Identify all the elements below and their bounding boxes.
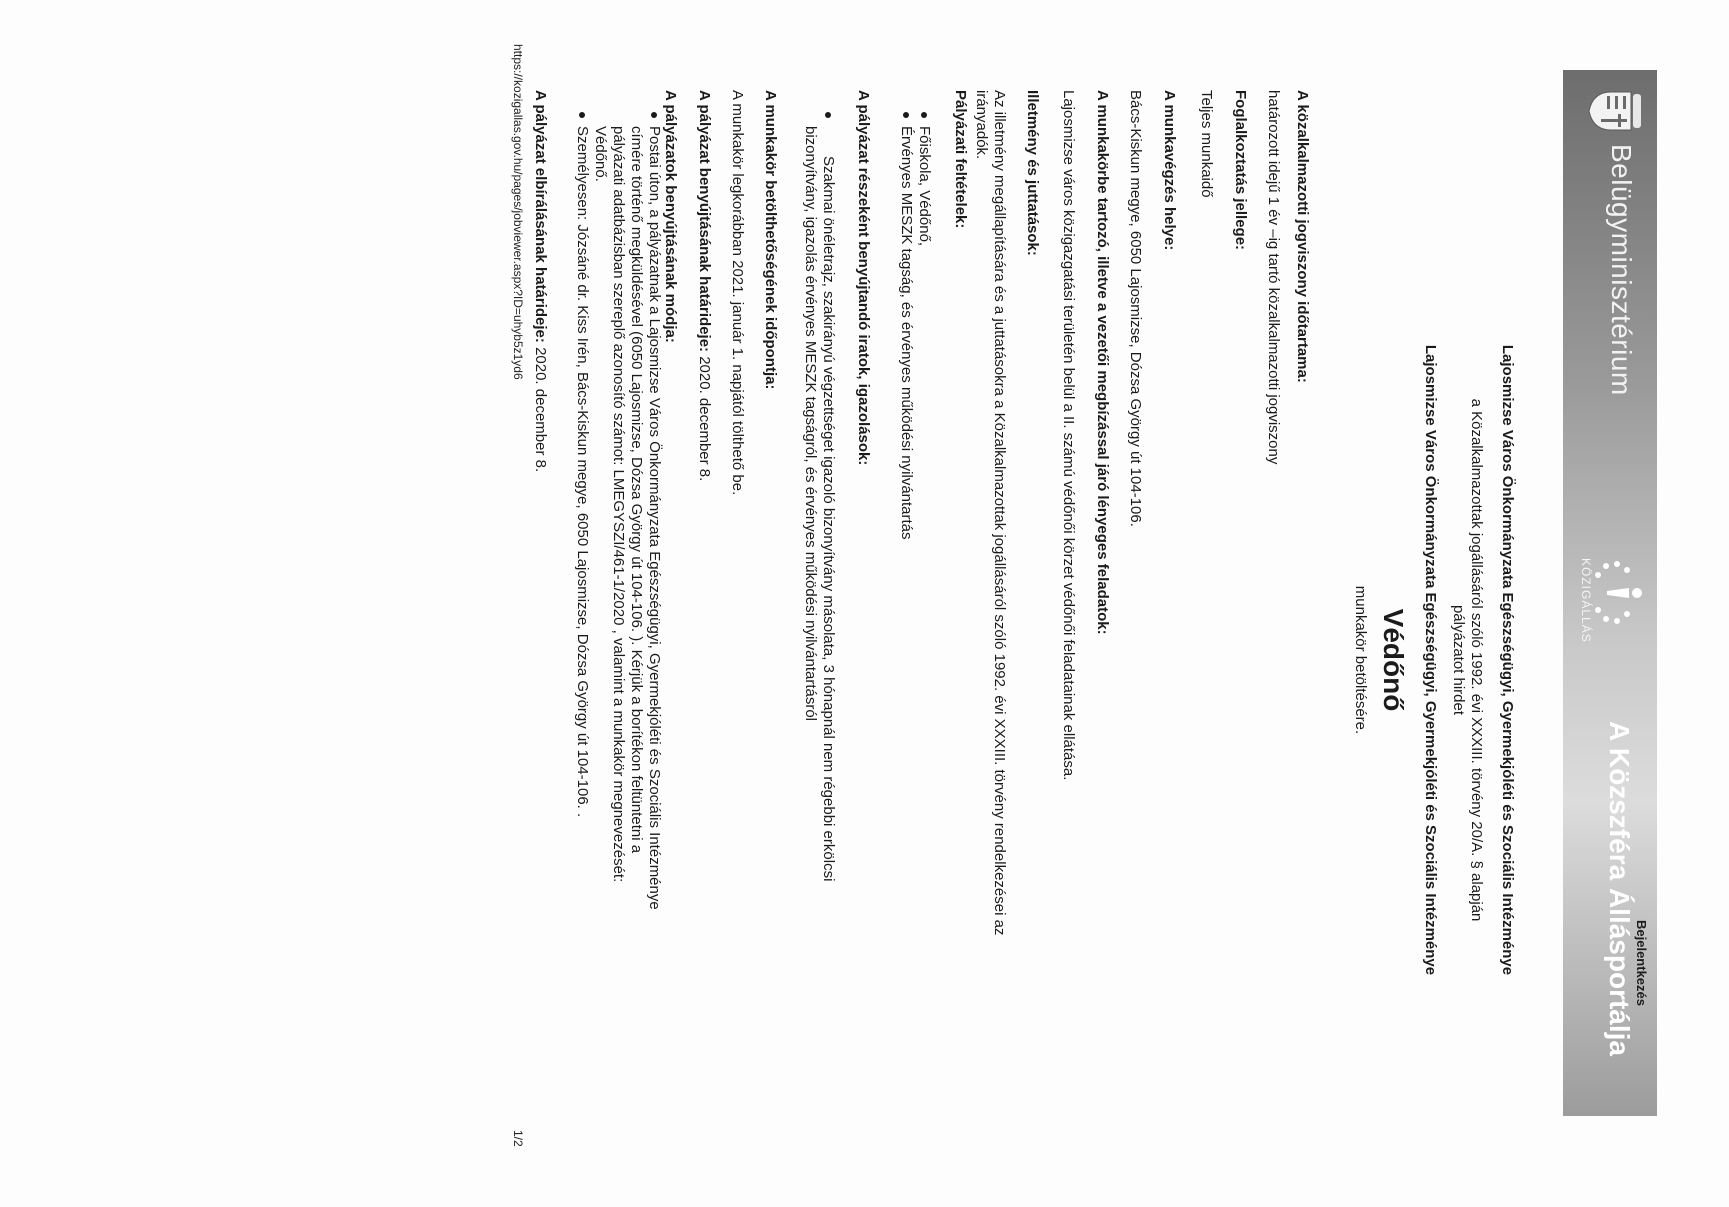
portal-header-banner [1563, 70, 1657, 1116]
evaluation-label: A pályázat elbírálásának határideje: [532, 90, 549, 343]
condition-item: Érvényes MESZK tagság, és érvényes működési nyilvántartás [898, 126, 915, 540]
kozigallas-label: KÖZIGÁLLÁS [1579, 558, 1593, 643]
duration-label: A közalkalmazotti jogviszony időtartama: [1294, 90, 1311, 383]
salary-line-1: Az illetmény megállapítására és a juttatásokra a Közalkalmazottak jogállásáról szóló 1992. évi XXXIII. törvény rendelkezései az [991, 90, 1008, 936]
call-announcement-line: pályázatot hirdet [1450, 604, 1467, 716]
documents-line-2: bizonyítvány, igazolás érvényes MESZK tagságról, és érvényes működési nyilvántartásról [802, 126, 819, 721]
submission-postal-line: címére történő megküldésével (6050 Lajosmizse, Dózsa György út 104-106. ). Kérjük a borítékon feltüntetni a [628, 126, 645, 854]
evaluation-row [531, 90, 549, 472]
legal-basis-line: a Közalkalmazottak jogállásáról szóló 1992. évi XXXIII. törvény 20/A. § alapján [1468, 398, 1485, 922]
condition-item: Főiskola, Védőnő, [916, 126, 933, 247]
documents-label: A pályázat részeként benyújtandó iratok, igazolások: [855, 90, 872, 466]
submission-postal-line: Postai úton, a pályázatnak a Lajosmizse Város Önkormányzata Egészségügyi, Gyermekjóléti és Szociális Intézménye [646, 126, 663, 910]
duties-value: Lajosmizse város közigazgatási területén belül a II. számú védőnői körzet védőnői feladatainak ellátása. [1060, 90, 1077, 781]
start-date-label: A munkakör betölthetőségének időpontja: [762, 90, 779, 390]
bullet-icon [825, 112, 831, 118]
workplace-label: A munkavégzés helye: [1161, 90, 1178, 251]
coat-of-arms-icon [1587, 88, 1645, 134]
deadline-value: 2020. december 8. [696, 356, 713, 482]
footer-url[interactable]: https://kozigallas.gov.hu/pages/jobviewer.aspx?ID=uhyb5z1yd6 [511, 44, 525, 380]
documents-line-1: Szakmai önéletrajz, szakirányú végzettséget igazoló bizonyítvány másolata, 3 hónapnál nem régebbi erkölcsi [820, 156, 837, 882]
conditions-label: Pályázati feltételek: [952, 90, 969, 229]
deadline-row [695, 90, 713, 481]
duration-value: határozott idejű 1 év –ig tartó közalkalmazotti jogviszony [1265, 90, 1282, 465]
deadline-label: A pályázat benyújtásának határideje: [696, 90, 713, 353]
employer-name: Lajosmizse Város Önkormányzata Egészségügyi, Gyermekjóléti és Szociális Intézménye [1499, 344, 1516, 976]
submission-postal-line: Védőnő. [592, 126, 609, 182]
bullet-icon [651, 112, 657, 118]
workplace-value: Bács-Kiskun megye, 6050 Lajosmizse, Dózsa György út 104-106. [1127, 90, 1144, 527]
bullet-icon [903, 112, 909, 118]
employment-type-label: Foglalkoztatás jellege: [1232, 90, 1249, 251]
bullet-icon [579, 112, 585, 118]
footer-page-number: 1/2 [511, 1130, 525, 1147]
bullet-icon [921, 112, 927, 118]
submission-personal: Személyesen: Józsáné dr. Kiss Irén, Bács-Kiskun megye, 6050 Lajosmizse, Dózsa György út 104-106. . [574, 126, 591, 818]
job-subtitle: munkakör betöltésére. [1352, 585, 1369, 735]
salary-label: Illetmény és juttatások: [1024, 90, 1041, 256]
login-link[interactable]: Bejelentkezés [1634, 920, 1649, 1006]
ministry-name: Belügyminisztérium [1606, 144, 1637, 396]
job-title: Védőnő [1378, 608, 1409, 712]
employer-name-repeat: Lajosmizse Város Önkormányzata Egészségügyi, Gyermekjóléti és Szociális Intézménye [1422, 344, 1439, 976]
portal-title: A Közszféra Állásportálja [1604, 720, 1635, 1056]
evaluation-value: 2020. december 8. [532, 347, 549, 473]
duties-label: A munkakörbe tartozó, illetve a vezetői megbízással járó lényeges feladatok: [1094, 90, 1111, 635]
kozigallas-logo-icon [1591, 548, 1651, 638]
start-date-value: A munkakör legkorábban 2021. január 1. napjától tölthető be. [729, 90, 746, 496]
submission-label: A pályázatok benyújtásának módja: [662, 90, 679, 343]
salary-line-2: irányadók. [973, 90, 990, 160]
employment-type-value: Teljes munkaidő [1198, 90, 1215, 198]
submission-postal-line: pályázati adatbázisban szereplő azonosító számot: LMEGYSZI/461-1/2020 , valamint a munkakör megnevezését: [610, 126, 627, 883]
